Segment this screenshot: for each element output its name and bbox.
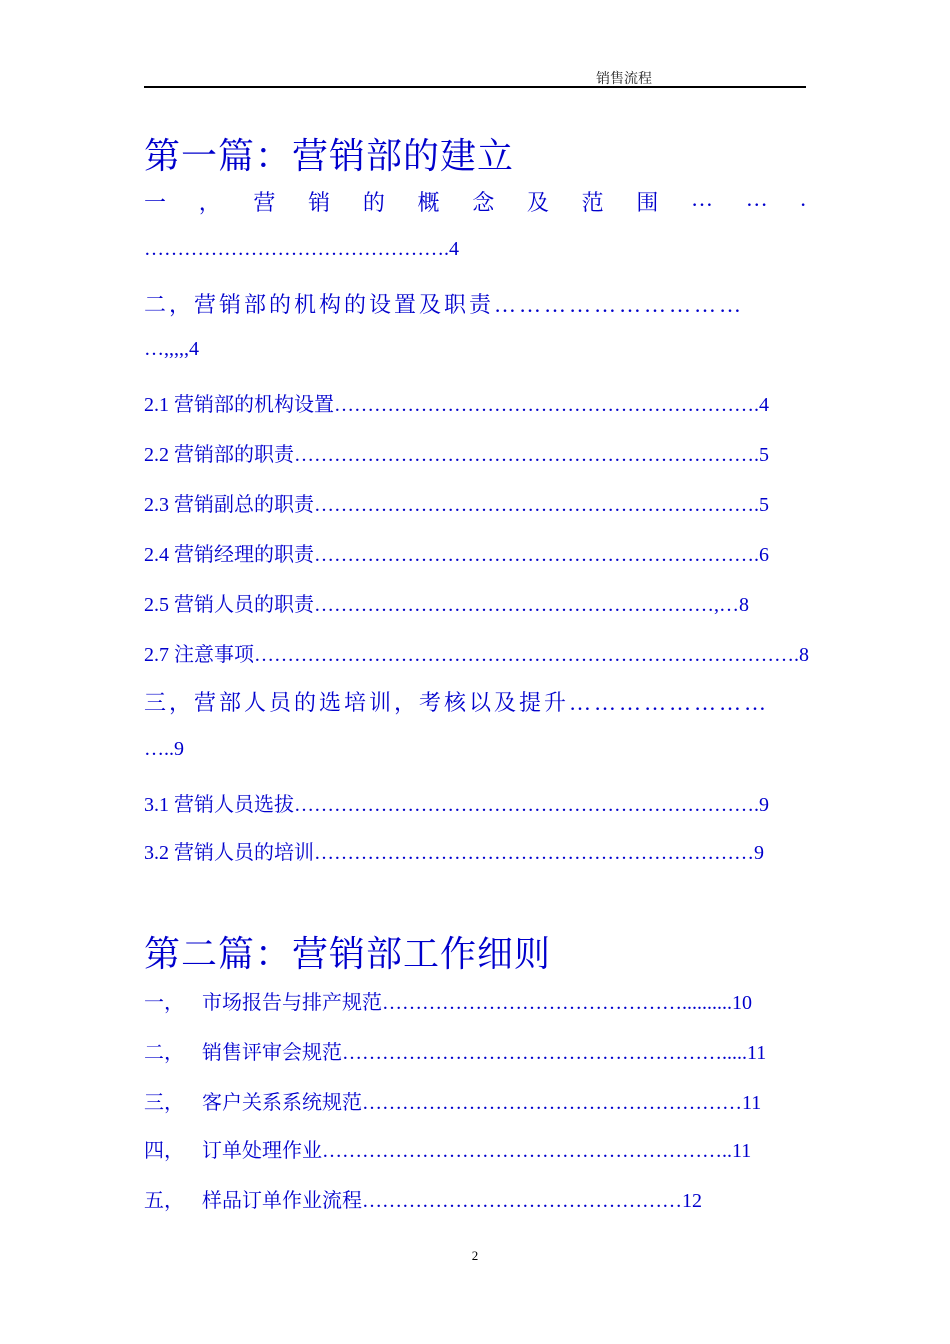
toc-item-label: 市场报告与排产规范………………………………………..........10 (202, 992, 752, 1014)
toc-item-1-char: ， (198, 190, 221, 215)
toc-item-1-char: 一 (144, 190, 167, 215)
toc-item-2-continuation: …,,,,,4 (144, 338, 199, 360)
toc-subitem: 3.1 营销人员选拔…………………………………………………………….9 (144, 794, 769, 816)
toc-item-1-char: … (745, 186, 768, 211)
toc-item-label: 订单处理作业……………………………………………………..11 (202, 1140, 752, 1162)
toc-item-1-char: 范 (581, 190, 604, 215)
toc-item-number: 四， (144, 1140, 184, 1162)
toc-item-1-char: … (691, 186, 714, 211)
toc-item-1-char: 及 (526, 190, 549, 215)
header-title: 销售流程 (596, 72, 652, 87)
toc-item-2: 二，营销部的机构的设置及职责………………………… (144, 292, 745, 317)
toc-subitem: 2.7 注意事项……………………………………………………………………….8 (144, 644, 809, 666)
toc-item-1-char: 围 (636, 190, 659, 215)
toc-item (144, 1036, 766, 1065)
toc-item-number: 三， (144, 1092, 184, 1114)
toc-item-number: 二， (144, 1042, 184, 1064)
toc-subitem: 2.5 营销人员的职责……………………………………………………,…8 (144, 594, 749, 616)
toc-item-1-char: . (800, 186, 806, 211)
toc-item (144, 986, 752, 1015)
toc-subitem: 2.4 营销经理的职责………………………………………………………….6 (144, 544, 769, 566)
page-number: 2 (471, 1248, 479, 1263)
toc-item-label: 客户关系系统规范…………………………………………………11 (202, 1092, 762, 1114)
toc-item-1-char: 念 (472, 190, 495, 215)
toc-item-label: 销售评审会规范………………………………………………….....11 (202, 1042, 767, 1064)
toc-subitem: 2.3 营销副总的职责………………………………………………………….5 (144, 494, 769, 516)
toc-item-number: 五， (144, 1190, 184, 1212)
toc-item-3: 三，营部人员的选培训，考核以及提升…………………… (144, 690, 770, 715)
page-header (144, 64, 806, 88)
toc-item-1-char: 概 (417, 190, 440, 215)
toc-item-3-continuation: …..9 (144, 738, 184, 760)
toc-item (144, 1134, 751, 1163)
toc-item-1 (144, 186, 806, 217)
toc-item-1-continuation: ……………………………………….4 (144, 238, 459, 260)
toc-item-label: 样品订单作业流程…………………………………………12 (202, 1190, 702, 1212)
toc-subitem: 2.2 营销部的职责…………………………………………………………….5 (144, 444, 769, 466)
toc-item (144, 1184, 702, 1213)
toc-subitem: 2.1 营销部的机构设置……………………………………………………….4 (144, 394, 769, 416)
part1-heading: 第一篇：营销部的建立 (144, 136, 515, 176)
toc-item-1-char: 的 (362, 190, 385, 215)
toc-item (144, 1086, 761, 1115)
toc-item-number: 一， (144, 992, 184, 1014)
toc-subitem: 3.2 营销人员的培训…………………………………………………………9 (144, 842, 764, 864)
part2-heading: 第二篇：营销部工作细则 (144, 934, 552, 974)
toc-item-1-char: 营 (253, 190, 276, 215)
toc-item-1-char: 销 (308, 190, 331, 215)
